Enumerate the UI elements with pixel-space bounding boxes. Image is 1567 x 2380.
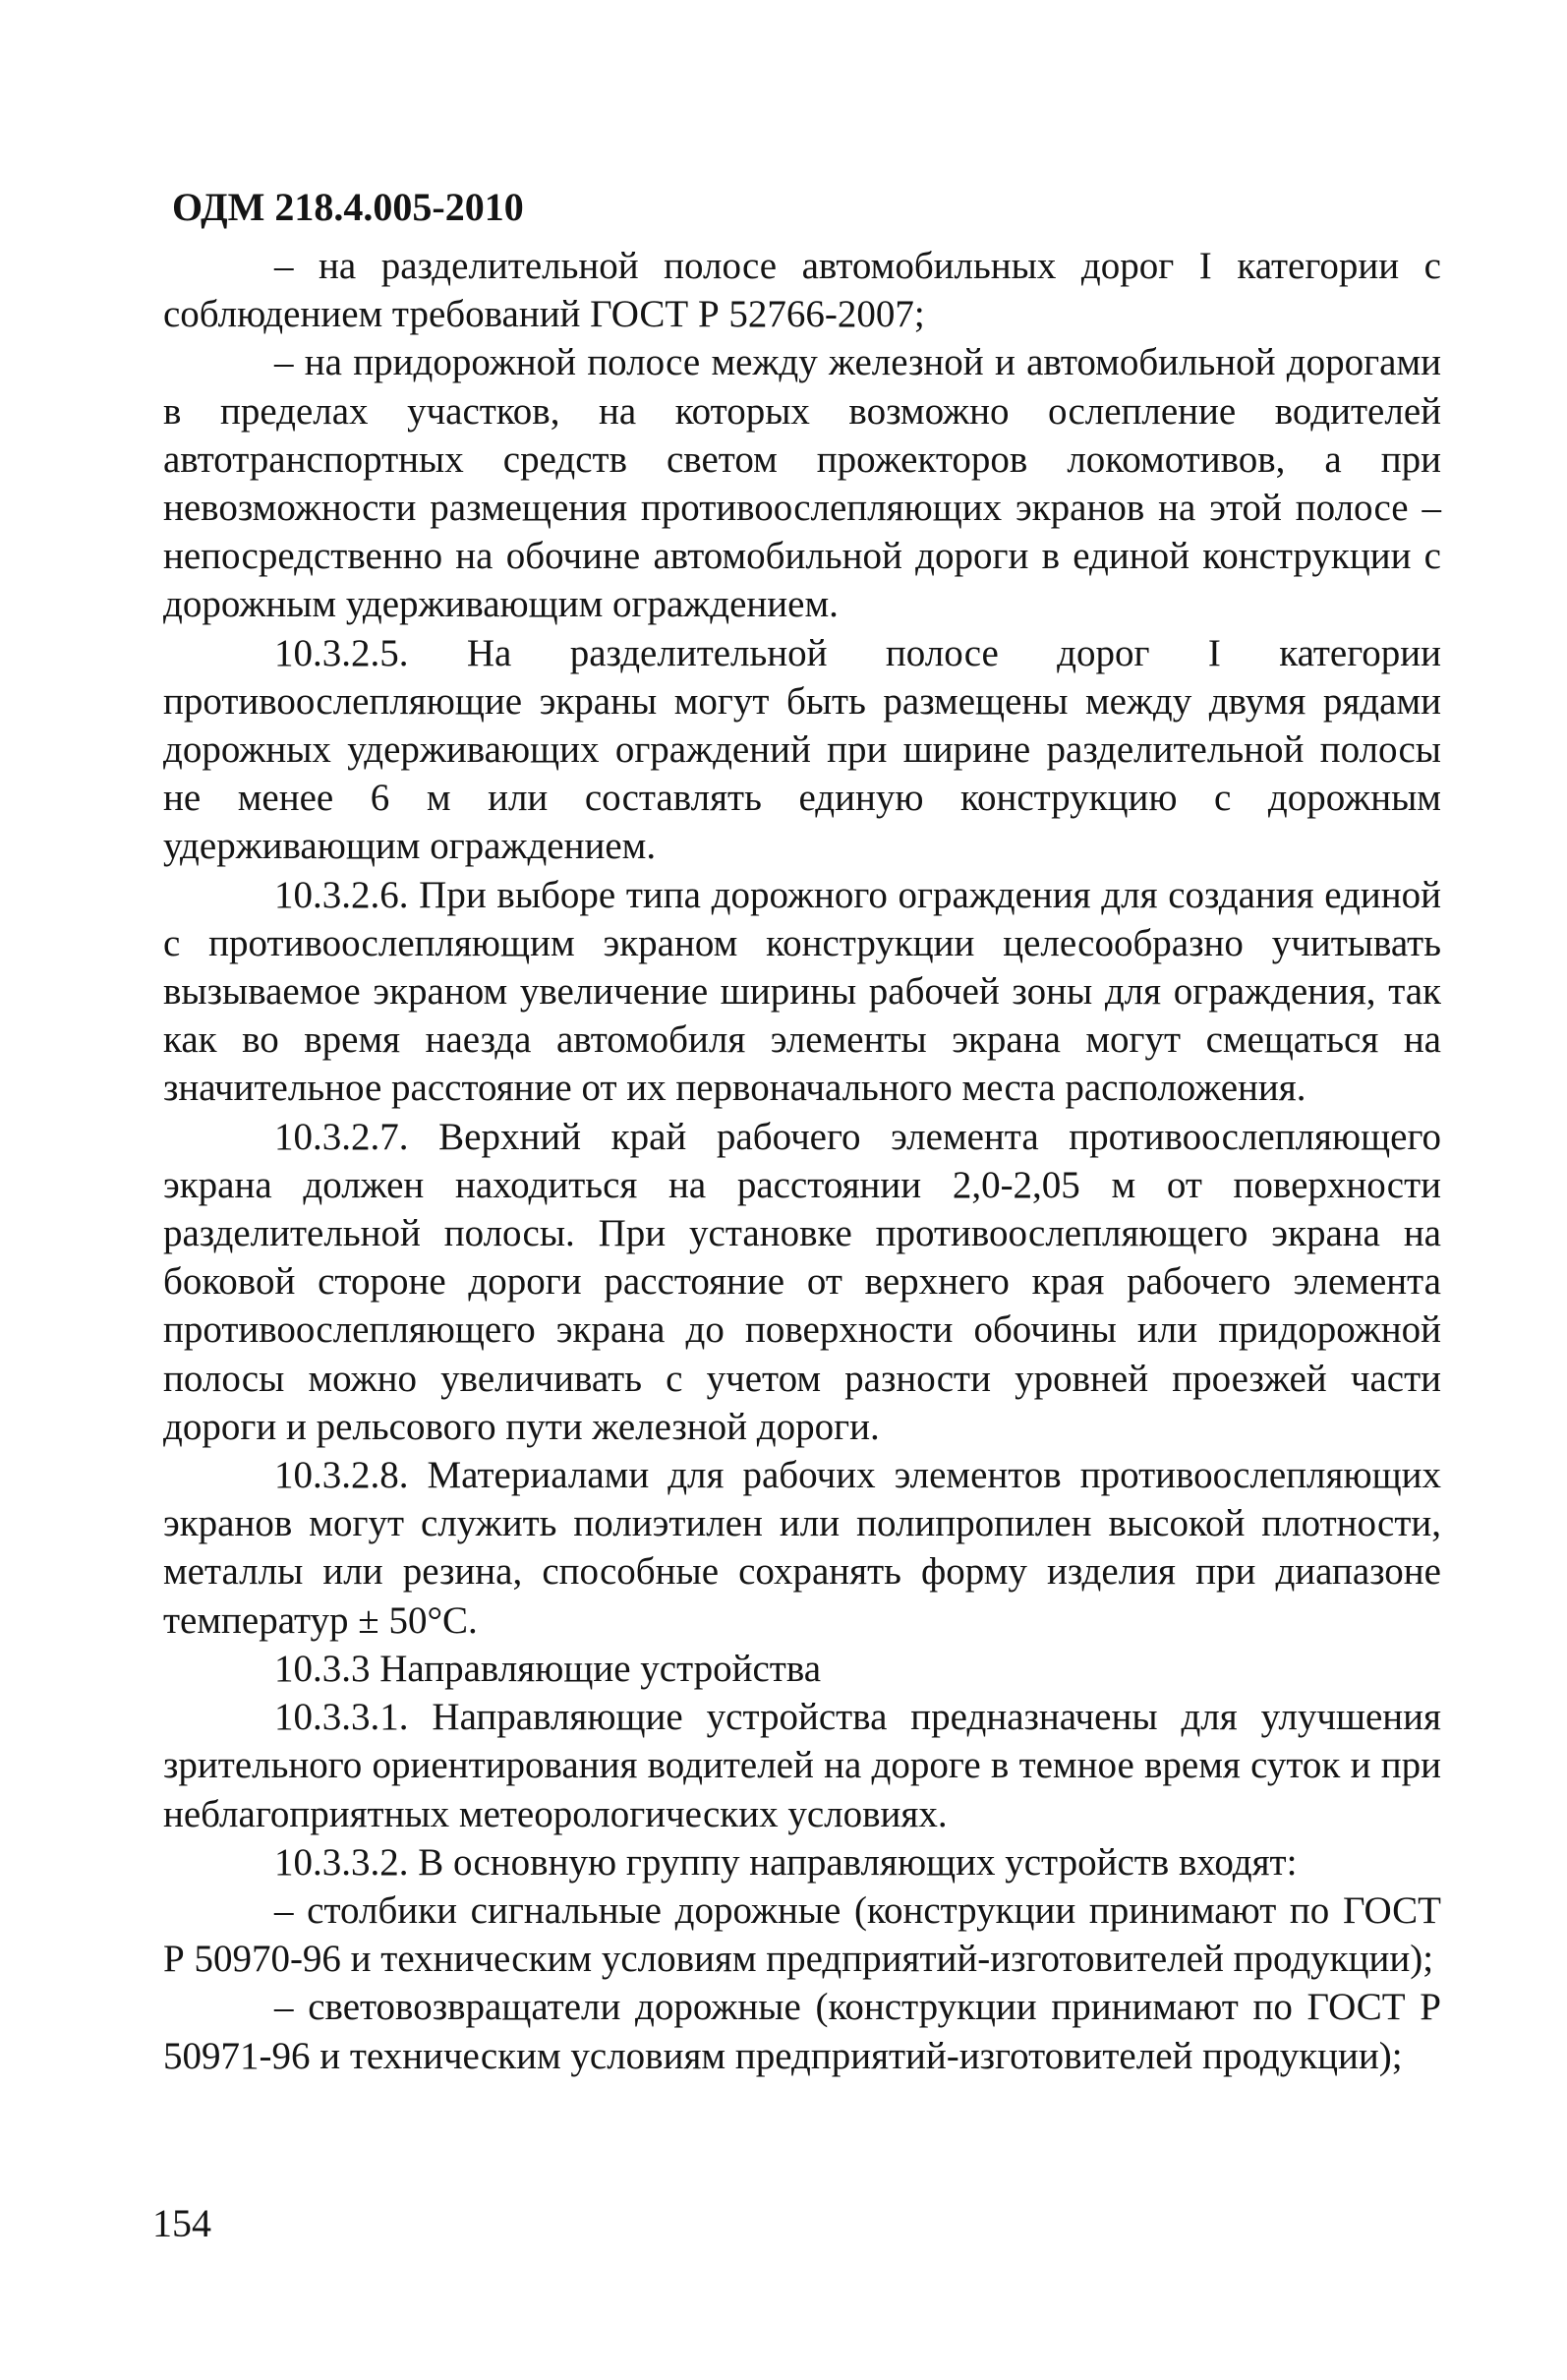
- paragraph-10-3-2-8: 10.3.2.8. Материалами для рабочих элементов противоослепляющих экранов могут служить полиэтилен или полипропилен высокой плотности, металлы или резина, способные сохранять форму изделия при диапазоне температур ± 50°С.: [163, 1454, 1441, 1642]
- paragraph-10-3-3-2: 10.3.3.2. В основную группу направляющих устройств входят:: [274, 1840, 1298, 1884]
- page-number: 154: [152, 2201, 211, 2245]
- paragraph-roadside-strip: – на придорожной полосе между железной и автомобильной дорогами в пределах участков, на которых возможно ослепление водителей автотранспортных средств светом прожекторов локомотивов, а при невозможности размещения противоослепляющих экранов на этой полосе – непосредственно на обочине автомобильной дороги в единой конструкции с дорожным удерживающим ограждением.: [163, 341, 1441, 626]
- body-text: [163, 242, 1441, 2080]
- paragraph-10-3-2-5: 10.3.2.5. На разделительной полосе дорог I категории противоослепляющие экраны могут быть размещены между двумя рядами дорожных удерживающих ограждений при ширине разделительной полосы не менее 6 м или составлять единую конструкцию с дорожным удерживающим ограждением.: [163, 631, 1441, 868]
- section-heading-10-3-3: 10.3.3 Направляющие устройства: [274, 1647, 822, 1690]
- paragraph-10-3-3-1: 10.3.3.1. Направляющие устройства предназначены для улучшения зрительного ориентирования водителей на дороге в темное время суток и при неблагоприятных метеорологических условиях.: [163, 1696, 1441, 1835]
- list-item-signal-posts: – столбики сигнальные дорожные (конструкции принимают по ГОСТ Р 50970-96 и техническим условиям предприятий-изготовителей продукции);: [163, 1888, 1441, 1981]
- paragraph-10-3-2-7: 10.3.2.7. Верхний край рабочего элемента противоослепляющего экрана должен находиться на расстоянии 2,0-2,05 м от поверхности разделительной полосы. При установке противоослепляющего экрана на боковой стороне дороги расстояние от верхнего края рабочего элемента противоослепляющего экрана до поверхности обочины или придорожной полосы можно увеличивать с учетом разности уровней проезжей части дороги и рельсового пути железной дороги.: [163, 1115, 1441, 1448]
- paragraph-10-3-2-6: 10.3.2.6. При выборе типа дорожного ограждения для создания единой с противоослепляющим экраном конструкции целесообразно учитывать вызываемое экраном увеличение ширины рабочей зоны для ограждения, так как во время наезда автомобиля элементы экрана могут смещаться на значительное расстояние от их первоначального места расположения.: [163, 873, 1441, 1110]
- paragraph-dividing-strip: – на разделительной полосе автомобильных дорог I категории с соблюдением требований ГОСТ Р 52766-2007;: [163, 245, 1441, 336]
- document-code-header: ОДМ 218.4.005-2010: [172, 185, 524, 229]
- list-item-road-reflectors: – световозвращатели дорожные (конструкции принимают по ГОСТ Р 50971-96 и техническим условиям предприятий-изготовителей продукции);: [163, 1986, 1441, 2077]
